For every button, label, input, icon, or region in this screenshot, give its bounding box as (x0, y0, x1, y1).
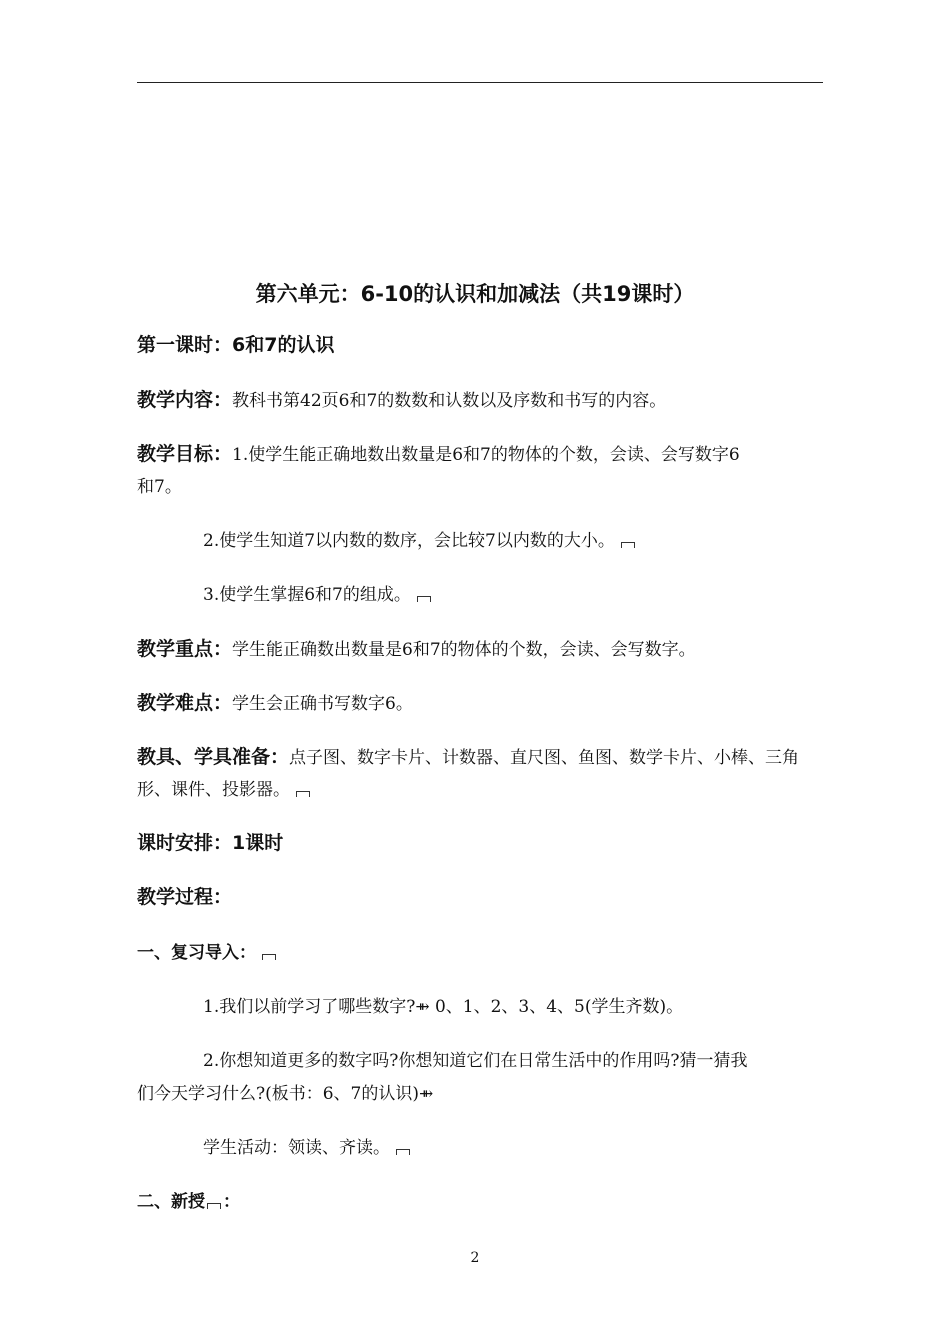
paragraph-mark-icon (417, 596, 431, 602)
section-1-paragraph-3-text: 学生活动：领读、齐读。 (203, 1138, 390, 1158)
page-number: 2 (470, 1250, 480, 1266)
teaching-content-text: 教科书第42页6和7的数数和认数以及序数和书写的内容。 (232, 391, 667, 411)
teaching-tools-continuation (137, 779, 310, 801)
lesson-title: 第一课时：6和7的认识 (137, 334, 335, 356)
teaching-difficulty-label: 教学难点： (137, 692, 233, 714)
teaching-focus (137, 638, 696, 661)
section-1-paragraph-1: 1.我们以前学习了哪些数字?⇻ 0、1、2、3、4、5(学生齐数)。 (203, 997, 684, 1017)
unit-title: 第六单元：6-10的认识和加减法（共19课时） (255, 282, 695, 306)
section-2-heading-text: 二、新授 (137, 1192, 205, 1212)
teaching-content (137, 389, 666, 412)
goal-2 (203, 530, 635, 552)
teaching-difficulty (137, 692, 413, 715)
section-1-heading (137, 942, 276, 964)
teaching-goals-label: 教学目标： (137, 443, 233, 465)
lesson-schedule: 课时安排：1课时 (137, 832, 284, 854)
teaching-content-label: 教学内容： (137, 389, 233, 411)
paragraph-mark-icon (262, 954, 276, 960)
goal-3 (203, 584, 431, 606)
paragraph-mark-icon (207, 1203, 221, 1209)
teaching-difficulty-text: 学生会正确书写数字6。 (232, 694, 413, 714)
teaching-tools-label: 教具、学具准备： (137, 746, 290, 768)
teaching-tools-text: 点子图、数字卡片、计数器、直尺图、鱼图、数学卡片、小棒、三角 (289, 748, 800, 768)
section-1-heading-text: 一、复习导入： (137, 943, 256, 963)
goal-3-text: 3.使学生掌握6和7的组成。 (203, 585, 411, 605)
paragraph-mark-icon (621, 542, 635, 548)
teaching-process-heading: 教学过程： (137, 886, 233, 908)
header-rule (137, 82, 823, 83)
teaching-goals (137, 443, 740, 466)
goal-2-text: 2.使学生知道7以内数的数序，会比较7以内数的大小。 (203, 531, 615, 551)
teaching-tools (137, 746, 799, 769)
teaching-focus-text: 学生能正确数出数量是6和7的物体的个数，会读、会写数字。 (232, 640, 696, 660)
section-2-heading (137, 1191, 240, 1213)
teaching-focus-label: 教学重点： (137, 638, 233, 660)
goal-1-continuation: 和7。 (137, 477, 182, 497)
section-2-colon: ： (223, 1192, 240, 1212)
paragraph-mark-icon (396, 1149, 410, 1155)
paragraph-mark-icon (296, 791, 310, 797)
section-1-paragraph-2: 2.你想知道更多的数字吗?你想知道它们在日常生活中的作用吗?猜一猜我 (203, 1051, 748, 1071)
section-1-paragraph-3 (203, 1137, 410, 1159)
section-1-paragraph-2-continuation: 们今天学习什么?(板书：6、7的认识)⇻ (137, 1084, 434, 1104)
goal-1-text: 1.使学生能正确地数出数量是6和7的物体的个数，会读、会写数字6 (232, 445, 740, 465)
teaching-tools-text-2: 形、课件、投影器。 (137, 780, 290, 800)
